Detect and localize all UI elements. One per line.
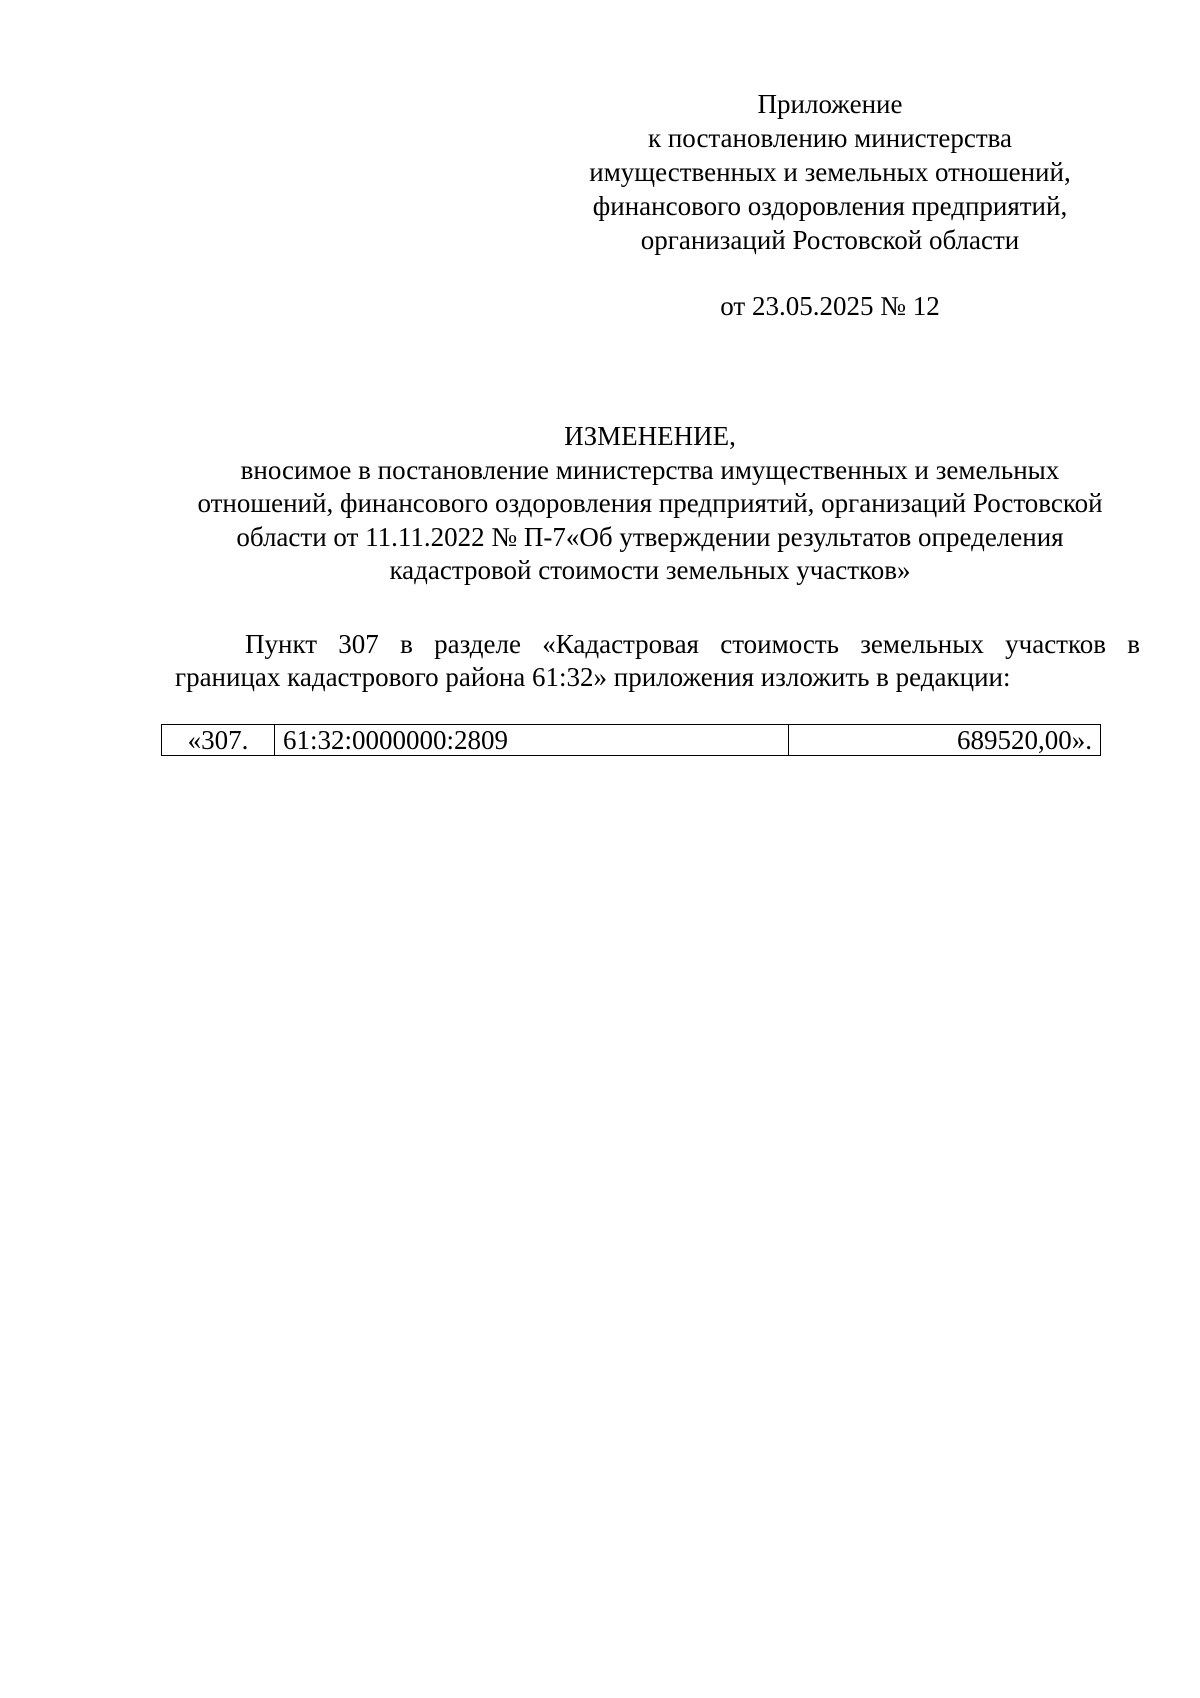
table-row [162, 725, 1101, 756]
cadastral-value-cell: 689520,00». [789, 725, 1101, 756]
row-number-cell: «307. [162, 725, 275, 756]
appendix-date: от 23.05.2025 № 12 [720, 291, 940, 321]
heading-title: ИЗМЕНЕНИЕ, [564, 421, 736, 451]
paragraph-line: границах кадастрового района 61:32» приложения изложить в редакции: [175, 662, 1011, 692]
heading-subtitle-line: отношений, финансового оздоровления предприятий, организаций Ростовской [197, 488, 1103, 518]
appendix-line: организаций Ростовской области [640, 225, 1020, 255]
appendix-line: финансового оздоровления предприятий, [592, 191, 1068, 221]
heading-subtitle-line: области от 11.11.2022 № П-7«Об утверждении результатов определения [236, 522, 1064, 552]
appendix-title: Приложение [757, 89, 903, 119]
cadastral-number-cell: 61:32:0000000:2809 [275, 725, 789, 756]
paragraph-line: Пункт 307 в разделе «Кадастровая стоимость земельных участков в [245, 629, 1140, 659]
heading-subtitle-line: вносимое в постановление министерства имущественных и земельных [240, 455, 1060, 485]
amendment-table [161, 724, 1101, 756]
heading-subtitle-line: кадастровой стоимости земельных участков» [389, 555, 911, 585]
appendix-line: имущественных и земельных отношений, [589, 157, 1071, 187]
appendix-line: к постановлению министерства [647, 123, 1013, 153]
